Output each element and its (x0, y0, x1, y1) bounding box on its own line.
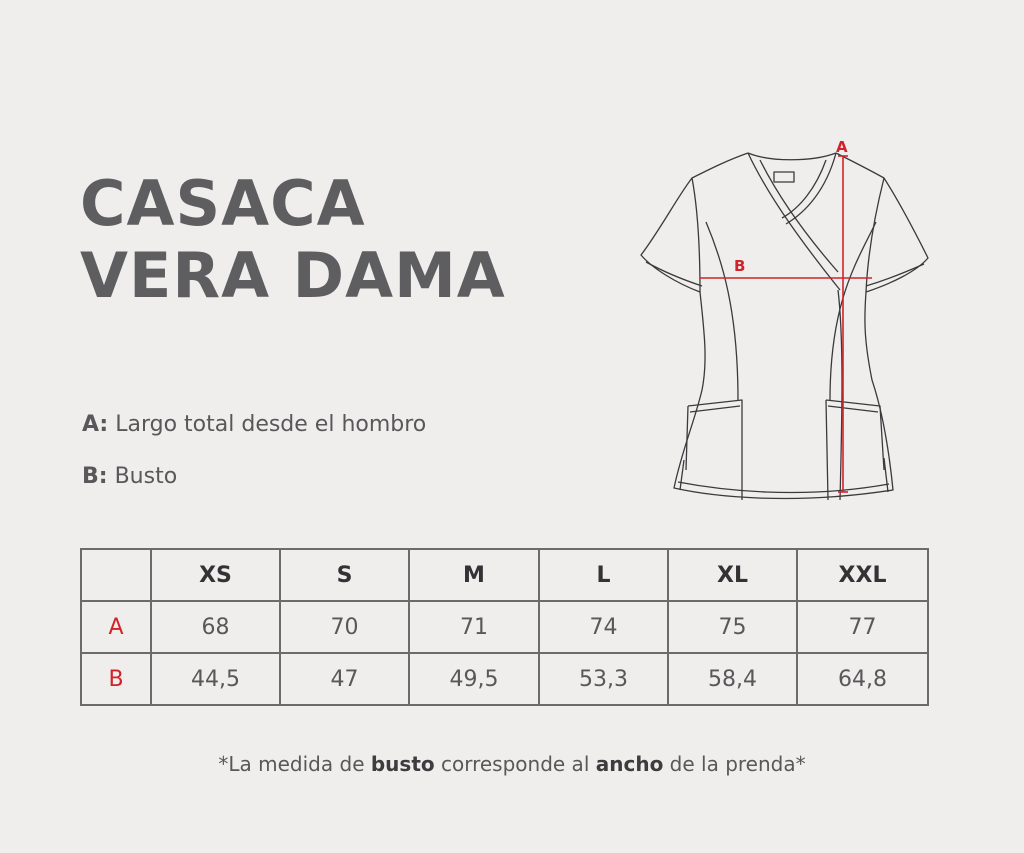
right-pocket (826, 400, 884, 500)
page-title (80, 168, 506, 312)
scrub-top-diagram (632, 130, 942, 510)
hem-line (678, 482, 889, 493)
legend-a-text: Largo total desde el hombro (115, 412, 427, 437)
table-row-b (81, 653, 928, 705)
header-cell-m: M (409, 549, 539, 601)
right-princess-seam (830, 222, 876, 400)
table-cell: 47 (280, 653, 409, 705)
size-table-header-row (81, 549, 928, 601)
row-label-a: A (81, 601, 151, 653)
table-cell: 75 (668, 601, 797, 653)
table-cell: 68 (151, 601, 280, 653)
collar-left-inner (760, 160, 838, 272)
title-line-1: CASACA (80, 167, 366, 240)
table-cell: 49,5 (409, 653, 539, 705)
garment-outline (641, 153, 928, 499)
legend-a (82, 412, 426, 437)
left-slit (680, 460, 684, 490)
neck-label (774, 172, 794, 182)
table-cell: 53,3 (539, 653, 668, 705)
right-sleeve-hem (866, 264, 924, 286)
header-cell-s: S (280, 549, 409, 601)
legend-b-text: Busto (114, 464, 178, 489)
center-wrap-seam (838, 290, 842, 500)
header-cell-xxl: XXL (797, 549, 928, 601)
footnote-part-2: corresponde al (434, 752, 596, 776)
measure-b-label: B (734, 257, 746, 275)
left-sleeve-hem (646, 262, 702, 286)
right-armhole (866, 178, 884, 292)
table-cell: 74 (539, 601, 668, 653)
table-cell: 70 (280, 601, 409, 653)
table-row-a (81, 601, 928, 653)
header-cell-empty (81, 549, 151, 601)
header-cell-l: L (539, 549, 668, 601)
footnote-part-3: de la prenda* (663, 752, 806, 776)
table-cell: 71 (409, 601, 539, 653)
footnote-part-1: *La medida de (218, 752, 371, 776)
title-line-2: VERA DAMA (80, 239, 506, 312)
footnote-bold-ancho: ancho (595, 752, 664, 776)
collar-back (748, 153, 836, 160)
row-label-b: B (81, 653, 151, 705)
header-cell-xl: XL (668, 549, 797, 601)
table-cell: 44,5 (151, 653, 280, 705)
legend-b (82, 464, 177, 489)
measure-a-label: A (836, 138, 848, 156)
legend-a-key: A: (82, 412, 109, 437)
footnote (0, 752, 1024, 776)
table-cell: 64,8 (797, 653, 928, 705)
footnote-bold-busto: busto (370, 752, 435, 776)
right-slit (884, 458, 888, 492)
left-princess-seam (706, 222, 738, 400)
size-table (80, 548, 929, 706)
table-cell: 77 (797, 601, 928, 653)
header-cell-xs: XS (151, 549, 280, 601)
right-pocket-top (828, 406, 878, 412)
legend-b-key: B: (82, 464, 108, 489)
left-armhole (692, 178, 700, 292)
collar-right-band (786, 153, 836, 224)
table-cell: 58,4 (668, 653, 797, 705)
